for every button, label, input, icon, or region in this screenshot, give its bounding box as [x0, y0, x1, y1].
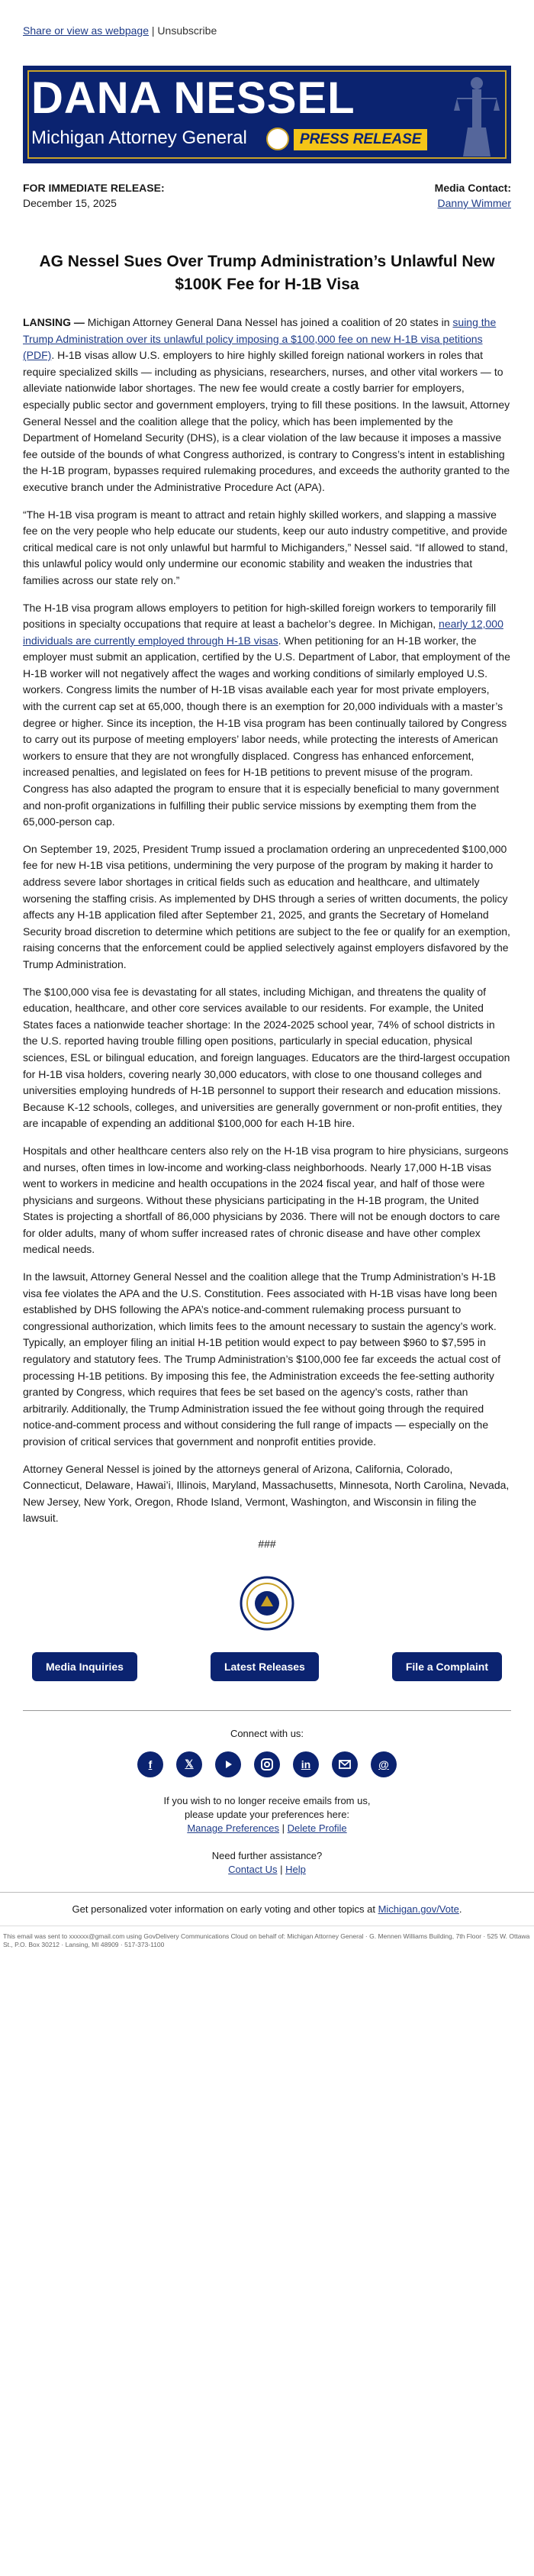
- x-icon[interactable]: 𝕏: [176, 1751, 202, 1777]
- paragraph-1: LANSING — Michigan Attorney General Dana Nessel has joined a coalition of 20 states in suing the Trump Administration over its unlawful policy imposing a $100,000 fee on new H-1B visa petitions (PDF). H-1B visas allow U.S. employers to hire highly skilled foreign national workers in roles that require specialized skills — including as physicians, researchers, nurses, and other vital workers — to alleviate nationwide labor shortages. The new fee would create a costly barrier for employers, especially public sector and government employers, trying to fill these positions. In the lawsuit, Attorney General Nessel and the coalition allege that the policy, which has been implemented by the Department of Homeland Security (DHS), is a clear violation of the law because it imposes a massive fee outside of the bounds of what Congress authorized, is contrary to Congress’s intent in establishing the H-1B program, bypasses required rulemaking procedures, and exceeds the authority granted to the executive branch under the Administrative Procedure Act (APA).: [23, 316, 510, 493]
- prefs-line-2: please update your preferences here:: [184, 1808, 350, 1820]
- seal-icon: [266, 128, 289, 150]
- paragraph-5: The $100,000 visa fee is devastating for all states, including Michigan, and threatens the quality of education, healthcare, and other core services available to our residents. For example, the United States faces a nationwide teacher shortage: In the 2024-2025 school year, 74% of school districts in the U.S. reported having trouble filling open positions, particularly in special education, physical sciences, ESL or bilingual education, and foreign languages. Educators are the third-largest occupation for H-1B visa holders, covering nearly 30,000 educators, with close to one thousand colleges and universities employing hundreds of H-1B personnel to support their research and education missions. Because K-12 schools, colleges, and universities are generally government or non-profit entities, they are incapable of expending an additional $100,000 for each H-1B hire.: [23, 985, 510, 1130]
- latest-releases-button[interactable]: Latest Releases: [211, 1652, 319, 1681]
- assist-separator: |: [277, 1863, 286, 1875]
- view-webpage-link[interactable]: Share or view as webpage: [23, 24, 149, 37]
- lawsuit-pdf-link[interactable]: suing the Trump Administration over its unlawful policy imposing a $100,000 fee on new H-1B visa petitions (PDF): [23, 316, 497, 362]
- prefs-line-1: If you wish to no longer receive emails from us,: [163, 1794, 371, 1806]
- media-inquiries-button[interactable]: Media Inquiries: [32, 1652, 137, 1681]
- instagram-icon[interactable]: [254, 1751, 280, 1777]
- paragraph-8: Attorney General Nessel is joined by the attorneys general of Arizona, California, Colorado, Connecticut, Delaware, Hawai’i, Illinois, Maryland, Massachusetts, Minnesota, North Carolina, Nevada, New Jersey, New York, Oregon, Rhode Island, Vermont, Washington, and Wisconsin in filing the lawsuit.: [23, 1462, 510, 1525]
- unsubscribe-link[interactable]: Unsubscribe: [157, 24, 217, 37]
- headline: AG Nessel Sues Over Trump Administration’s Unlawful New $100K Fee for H-1B Visa: [39, 253, 495, 293]
- footer-divider: [0, 1892, 534, 1893]
- vote-link[interactable]: Michigan.gov/Vote: [378, 1903, 459, 1915]
- banner-title: Michigan Attorney General: [31, 128, 247, 148]
- paragraph-6: Hospitals and other healthcare centers also rely on the H-1B visa program to hire physicians, surgeons and nurses, often times in low-income and working-class neighborhoods. Nearly 17,000 H-1B visas went to workers in medicine and health occupations in the 2024 fiscal year, and half of those were physicians and surgeons. Without these physicians participating in the H-1B program, the United States is projecting a shortfall of 86,000 physicians by 2036. There will not be enough doctors to care for older adults, many of whom suffer increased rates of chronic disease and have other complex medical needs.: [23, 1144, 509, 1256]
- manage-preferences-link[interactable]: Manage Preferences: [187, 1822, 280, 1834]
- delete-profile-link[interactable]: Delete Profile: [287, 1822, 347, 1834]
- press-release-badge: PRESS RELEASE: [294, 129, 427, 150]
- voter-info: Get personalized voter information on early voting and other topics at Michigan.gov/Vote.: [72, 1903, 462, 1915]
- social-icons: [23, 1751, 511, 1777]
- email-icon[interactable]: [332, 1751, 358, 1777]
- action-buttons: [23, 1652, 511, 1681]
- banner-name: DANA NESSEL: [31, 73, 355, 123]
- press-release-banner: [23, 66, 511, 163]
- prefs-separator: |: [279, 1822, 288, 1834]
- top-links: [23, 0, 511, 66]
- facebook-icon[interactable]: f: [137, 1751, 163, 1777]
- paragraph-3: The H-1B visa program allows employers to petition for high-skilled foreign workers to temporarily fill positions in specialty occupations that require at least a bachelor’s degree. In Michigan, nearly 12,000 individuals are currently employed through H-1B visas. When petitioning for an H-1B worker, the employer must submit an application, certified by the U.S. Department of Labor, that employment of the H-1B worker will not negatively affect the wages and working conditions of similarly employed U.S. workers. Congress limits the number of H-1B visas available each year for most private employers, with the current cap set at 65,000, though there is an exemption for 20,000 individuals with a master’s degree or higher. Since its inception, the H-1B visa program has been continually tailored by Congress to carry out its purpose of meeting employers’ labor needs, while protecting the interests of American workers to ensure that they are not wrongfully displaced. Congress has enhanced enforcement, increased penalties, and legislated on fees for H-1B petitions to prevent misuse of the program. Congress has also adapted the program to ensure that it is especially beneficial to many government and non-profit organizations in fulfilling their public service missions by exempting them from the 65,000-person cap.: [23, 601, 510, 828]
- help-link[interactable]: Help: [285, 1863, 306, 1875]
- paragraph-4: On September 19, 2025, President Trump issued a proclamation ordering an unprecedented $100,000 fee for new H-1B visa petitions, undermining the very purpose of the program by making it harder to address severe labor shortages in critical fields such as education and healthcare, and ultimately worsening the staffing crisis. As implemented by DHS through a series of written documents, the policy affects any H-1B application filed after September 21, 2025, and grants the Secretary of Homeland Security broad discretion to determine which petitions are subject to the fee or qualify for an exemption, raising concerns that the enforcement could be applied selectively against employers disfavored by the Trump Administration.: [23, 842, 510, 970]
- paragraph-2: “The H-1B visa program is meant to attract and retain highly skilled workers, and slapping a massive fee on the very people who help educate our students, keep our auto industry competitive, and provide critical medical care is not only unlawful but harmful to Michiganders,” Nessel said. “If allowed to stand, this unlawful policy would only undermine our economic stability and weaken the industries that families across our state rely on.”: [23, 508, 508, 586]
- lady-justice-icon: [452, 73, 501, 158]
- linkedin-icon[interactable]: in: [293, 1751, 319, 1777]
- assistance-block: [23, 1849, 511, 1877]
- youtube-icon[interactable]: [215, 1751, 241, 1777]
- release-meta: [23, 180, 511, 229]
- paragraph-7: In the lawsuit, Attorney General Nessel and the coalition allege that the Trump Administration’s H-1B visa fee violates the APA and the U.S. Constitution. Fees associated with H-1B visas have long been established by DHS following the APA’s notice-and-comment rulemaking process pursuant to congressional authorization, which limits fees to the amount necessary to sustain the agency’s work. Typically, an employer filing an initial H-1B petition would expect to pay between $960 to $7,595 in regulatory and statutory fees. The Trump Administration’s $100,000 fee far exceeds the actual cost of processing H-1B petitions. By imposing this fee, the Administration exceeds the fee-setting authority granted by Congress, which requires that fees be set based on the agency’s costs, rather than arbitrarily. Additionally, the Trump Administration issued the fee without going through the required notice-and-comment process and without considering the full range of impacts — especially on the provision of critical services that government and nonprofit entities provide.: [23, 1270, 500, 1448]
- contact-us-link[interactable]: Contact Us: [228, 1863, 278, 1875]
- media-contact-link[interactable]: Danny Wimmer: [437, 197, 511, 209]
- connect-label: Connect with us:: [230, 1727, 304, 1739]
- assist-label: Need further assistance?: [211, 1849, 323, 1861]
- preferences-block: [23, 1794, 511, 1835]
- attorney-general-seal-icon: [240, 1576, 294, 1631]
- footer-fine-print: This email was sent to xxxxxx@gmail.com using GovDelivery Communications Cloud on behalf of: Michigan Attorney General · G. Mennen Williams Building, 7th Floor · 525 W. Ottawa St., P.O. Box 30212 · Lansing, MI 48909 · 517-373-1100: [0, 1926, 534, 1954]
- file-complaint-button[interactable]: File a Complaint: [392, 1652, 502, 1681]
- connect-divider: [23, 1710, 511, 1711]
- media-contact-label: Media Contact:: [434, 182, 511, 194]
- top-links-separator: |: [149, 24, 158, 37]
- release-label: FOR IMMEDIATE RELEASE:: [23, 182, 165, 194]
- h1b-employment-link[interactable]: nearly 12,000 individuals are currently employed through H-1B visas: [23, 618, 503, 647]
- release-date: December 15, 2025: [23, 197, 117, 209]
- dateline: LANSING —: [23, 316, 85, 328]
- threads-icon[interactable]: @: [371, 1751, 397, 1777]
- end-mark: ###: [258, 1537, 276, 1550]
- article-body: [23, 315, 511, 1527]
